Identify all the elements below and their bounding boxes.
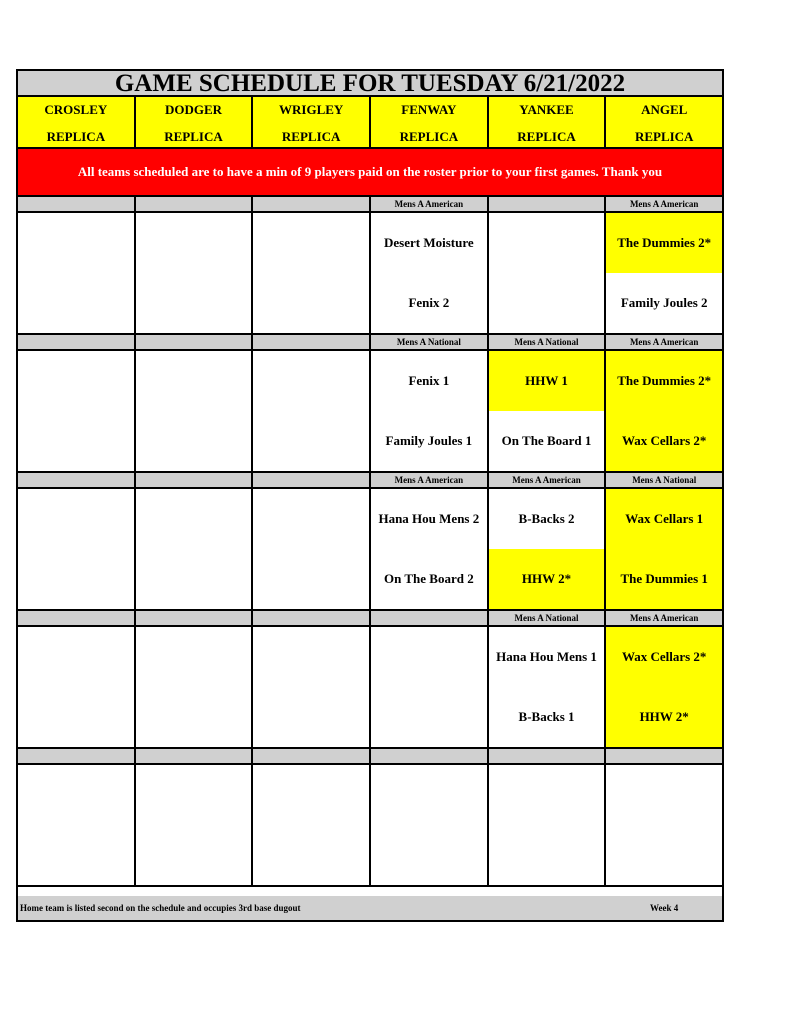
away-team [606, 765, 722, 825]
field-wrigley [253, 97, 371, 147]
league-band [18, 611, 722, 627]
field-sub: REPLICA [164, 129, 223, 144]
away-team [136, 765, 252, 825]
league-label [18, 335, 136, 349]
home-team [489, 825, 605, 885]
league-label: Mens A American [629, 337, 699, 347]
away-team [489, 765, 605, 825]
away-team [18, 627, 134, 687]
league-label [136, 335, 254, 349]
away-team: The Dummies 2* [606, 213, 722, 273]
league-label [606, 749, 722, 763]
league-label [489, 749, 607, 763]
home-team: The Dummies 1 [606, 549, 722, 609]
league-label [253, 197, 371, 211]
field-yankee [489, 97, 607, 147]
league-label [253, 611, 371, 625]
away-team [18, 489, 134, 549]
field-name: DODGER [164, 102, 223, 117]
game-cell [606, 765, 722, 885]
game-cell [136, 351, 254, 471]
league-label [18, 473, 136, 487]
field-name: ANGEL [641, 102, 688, 117]
field-name: CROSLEY [44, 102, 108, 117]
home-team [18, 273, 134, 333]
games-row [18, 213, 722, 335]
footer-bar [18, 896, 722, 920]
away-team: B-Backs 2 [518, 511, 575, 526]
away-team: Hana Hou Mens 1 [496, 649, 597, 664]
field-header-row [18, 97, 722, 149]
home-team: Wax Cellars 2* [606, 411, 722, 471]
game-cell [18, 627, 136, 747]
away-team [489, 213, 605, 273]
away-team [18, 765, 134, 825]
away-team: The Dummies 2* [606, 351, 722, 411]
game-cell [371, 213, 489, 333]
league-label: Mens A National [371, 335, 489, 349]
league-label: Mens A American [371, 473, 489, 487]
game-cell [136, 489, 254, 609]
game-cell [136, 213, 254, 333]
home-team [253, 687, 369, 747]
away-team [253, 765, 369, 825]
home-team [371, 687, 487, 747]
field-sub: REPLICA [634, 129, 694, 144]
games-row [18, 627, 722, 749]
league-label [18, 197, 136, 211]
league-label [253, 749, 371, 763]
field-sub: REPLICA [281, 129, 341, 144]
home-team [18, 411, 134, 471]
away-team: HHW 1 [489, 351, 605, 411]
field-sub: REPLICA [517, 129, 576, 144]
home-team: B-Backs 1 [518, 709, 575, 724]
field-name: YANKEE [519, 102, 574, 117]
home-team: HHW 2* [489, 549, 605, 609]
league-band [18, 749, 722, 765]
game-cell [18, 351, 136, 471]
home-team: Family Joules 1 [385, 433, 473, 448]
field-angel [606, 97, 722, 147]
league-label [489, 197, 607, 211]
field-name: FENWAY [401, 102, 457, 117]
home-team [253, 273, 369, 333]
game-cell [489, 351, 607, 471]
game-cell [489, 213, 607, 333]
game-cell [253, 765, 371, 885]
league-label: Mens A American [489, 473, 607, 487]
away-team [253, 213, 369, 273]
away-team [371, 765, 487, 825]
home-team: On The Board 1 [501, 433, 592, 448]
league-label: Mens A National [489, 335, 607, 349]
away-team: Desert Moisture [384, 235, 474, 250]
home-team: Fenix 2 [408, 295, 450, 310]
away-team [136, 627, 252, 687]
away-team [136, 213, 252, 273]
league-label: Mens A American [629, 199, 699, 209]
game-cell [18, 489, 136, 609]
page-title: GAME SCHEDULE FOR TUESDAY 6/21/2022 [18, 71, 722, 97]
game-cell [136, 627, 254, 747]
home-team [253, 411, 369, 471]
league-label: Mens A American [371, 197, 489, 211]
away-team [253, 489, 369, 549]
game-cell [253, 213, 371, 333]
home-team [606, 825, 722, 885]
league-label [18, 611, 136, 625]
field-dodger [136, 97, 254, 147]
field-sub: REPLICA [399, 129, 459, 144]
game-cell [606, 351, 722, 471]
field-crosley [18, 97, 136, 147]
league-label [136, 749, 254, 763]
home-team: On The Board 2 [384, 571, 474, 586]
home-team [489, 273, 605, 333]
league-label [136, 473, 254, 487]
home-team [18, 825, 134, 885]
home-team [136, 273, 252, 333]
game-cell [489, 765, 607, 885]
game-cell [371, 765, 489, 885]
game-cell [371, 627, 489, 747]
league-band [18, 473, 722, 489]
home-team [136, 825, 252, 885]
league-label [136, 197, 254, 211]
league-label: Mens A National [632, 475, 697, 485]
game-cell [371, 351, 489, 471]
field-sub: REPLICA [46, 129, 106, 144]
home-team [253, 549, 369, 609]
away-team [18, 213, 134, 273]
home-team [253, 825, 369, 885]
league-band [18, 335, 722, 351]
home-team: Family Joules 2 [620, 295, 708, 310]
games-row [18, 765, 722, 887]
away-team: Wax Cellars 2* [606, 627, 722, 687]
game-cell [489, 627, 607, 747]
league-label [253, 473, 371, 487]
league-label [136, 611, 254, 625]
game-cell [136, 765, 254, 885]
league-label: Mens A National [489, 611, 607, 625]
footer-note: Home team is listed second on the schedule and occupies 3rd base dugout [20, 903, 301, 913]
home-team [18, 549, 134, 609]
game-cell [253, 351, 371, 471]
away-team [253, 351, 369, 411]
game-cell [606, 489, 722, 609]
game-cell [18, 213, 136, 333]
league-label [253, 335, 371, 349]
field-name: WRIGLEY [279, 102, 344, 117]
field-fenway [371, 97, 489, 147]
away-team [371, 627, 487, 687]
league-label [371, 749, 489, 763]
home-team [371, 825, 487, 885]
roster-notice: All teams scheduled are to have a min of 9 players paid on the roster prior to your first games. Thank you [18, 149, 722, 197]
game-cell [253, 489, 371, 609]
away-team: Fenix 1 [408, 373, 450, 388]
league-label: Mens A American [629, 613, 699, 623]
home-team [136, 687, 252, 747]
game-cell [489, 489, 607, 609]
away-team: Hana Hou Mens 2 [378, 511, 480, 526]
game-cell [18, 765, 136, 885]
game-cell [253, 627, 371, 747]
league-band [18, 197, 722, 213]
away-team [253, 627, 369, 687]
games-row [18, 489, 722, 611]
away-team: Wax Cellars 1 [606, 489, 722, 549]
schedule-sheet [16, 69, 724, 922]
footer-week: Week 4 [650, 903, 679, 913]
home-team [136, 549, 252, 609]
league-label [18, 749, 136, 763]
home-team [18, 687, 134, 747]
home-team: HHW 2* [606, 687, 722, 747]
game-cell [606, 213, 722, 333]
home-team [136, 411, 252, 471]
game-cell [371, 489, 489, 609]
games-row [18, 351, 722, 473]
game-cell [606, 627, 722, 747]
away-team [18, 351, 134, 411]
away-team [136, 489, 252, 549]
league-label [371, 611, 489, 625]
away-team [136, 351, 252, 411]
